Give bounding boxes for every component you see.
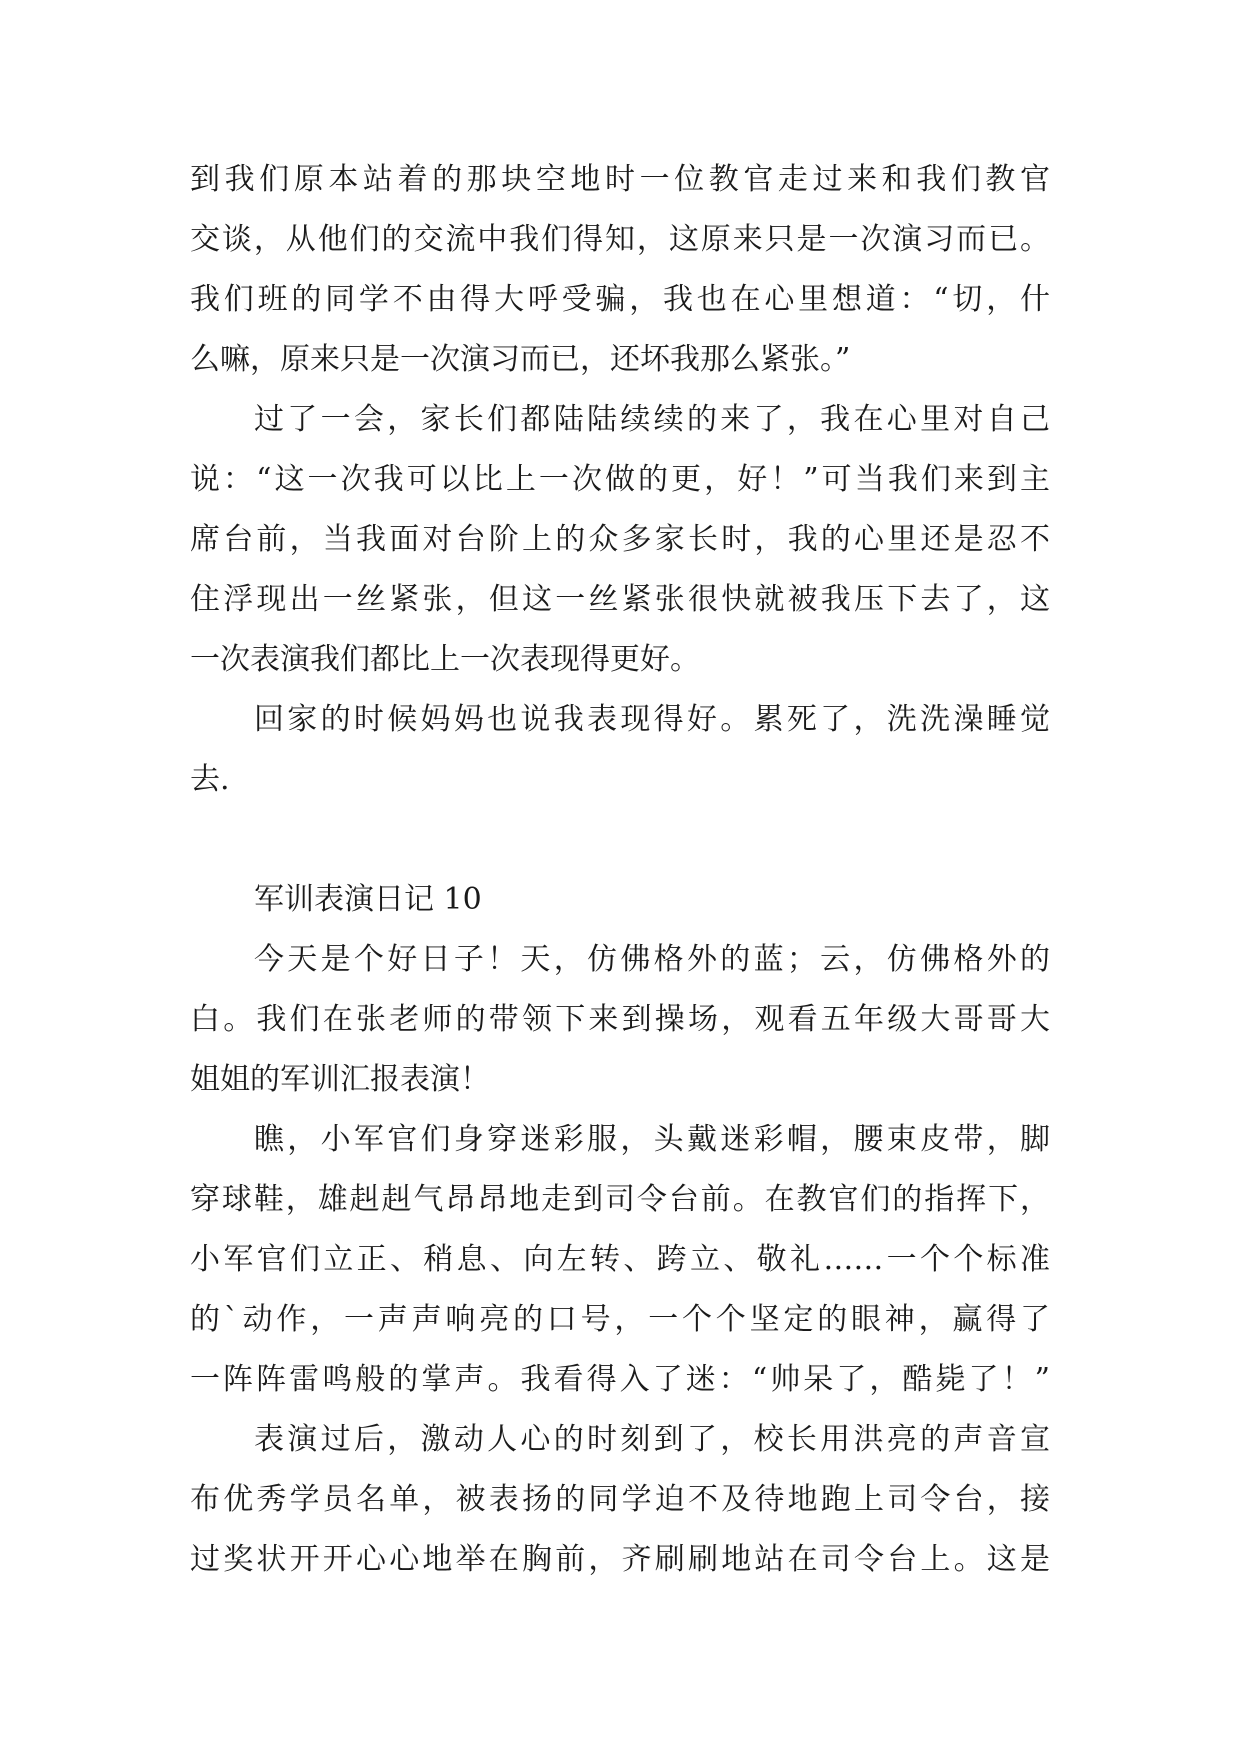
text-line: 席台前，当我面对台阶上的众多家长时，我的心里还是忍不 [190, 522, 1050, 557]
section-title: 军训表演日记 10 [254, 882, 482, 917]
paragraph [190, 1110, 1050, 1410]
text-line: 住浮现出一丝紧张，但这一丝紧张很快就被我压下去了，这 [190, 582, 1050, 617]
text-line: 姐姐的军训汇报表演！ [190, 1062, 490, 1097]
text-line: 过了一会，家长们都陆陆续续的来了，我在心里对自己 [254, 402, 1050, 437]
text-line: 瞧，小军官们身穿迷彩服，头戴迷彩帽，腰束皮带，脚 [254, 1122, 1050, 1157]
text-line: 我们班的同学不由得大呼受骗，我也在心里想道：“切，什 [190, 282, 1050, 317]
text-line: 表演过后，激动人心的时刻到了，校长用洪亮的声音宣 [254, 1422, 1050, 1457]
text-line: 一次表演我们都比上一次表现得更好。 [190, 642, 700, 677]
text-line: 的`动作，一声声响亮的口号，一个个坚定的眼神，赢得了 [190, 1302, 1050, 1337]
text-line: 过奖状开开心心地举在胸前，齐刷刷地站在司令台上。这是 [190, 1542, 1050, 1577]
paragraph [190, 930, 1050, 1110]
text-line: 去. [190, 762, 230, 797]
text-line: 布优秀学员名单，被表扬的同学迫不及待地跑上司令台，接 [190, 1482, 1050, 1517]
text-line: 今天是个好日子！天，仿佛格外的蓝；云，仿佛格外的 [254, 942, 1050, 977]
text-line: 到我们原本站着的那块空地时一位教官走过来和我们教官 [190, 162, 1050, 197]
text-line: 小军官们立正、稍息、向左转、跨立、敬礼……一个个标准 [190, 1242, 1050, 1277]
text-line: 一阵阵雷鸣般的掌声。我看得入了迷：“帅呆了，酷毙了！” [190, 1362, 1050, 1397]
text-line: 穿球鞋，雄赳赳气昂昂地走到司令台前。在教官们的指挥下， [190, 1182, 1050, 1217]
text-line: 回家的时候妈妈也说我表现得好。累死了，洗洗澡睡觉 [254, 702, 1050, 737]
text-line: 白。我们在张老师的带领下来到操场，观看五年级大哥哥大 [190, 1002, 1050, 1037]
text-line: 交谈，从他们的交流中我们得知，这原来只是一次演习而已。 [190, 222, 1050, 257]
text-line: 么嘛，原来只是一次演习而已，还坏我那么紧张。” [190, 342, 851, 377]
section-spacer [190, 810, 1050, 870]
paragraph [190, 150, 1050, 390]
paragraph [190, 1410, 1050, 1590]
document-page [190, 150, 1050, 1590]
paragraph [190, 690, 1050, 810]
text-line: 说：“这一次我可以比上一次做的更，好！”可当我们来到主 [190, 462, 1050, 497]
paragraph [190, 390, 1050, 690]
